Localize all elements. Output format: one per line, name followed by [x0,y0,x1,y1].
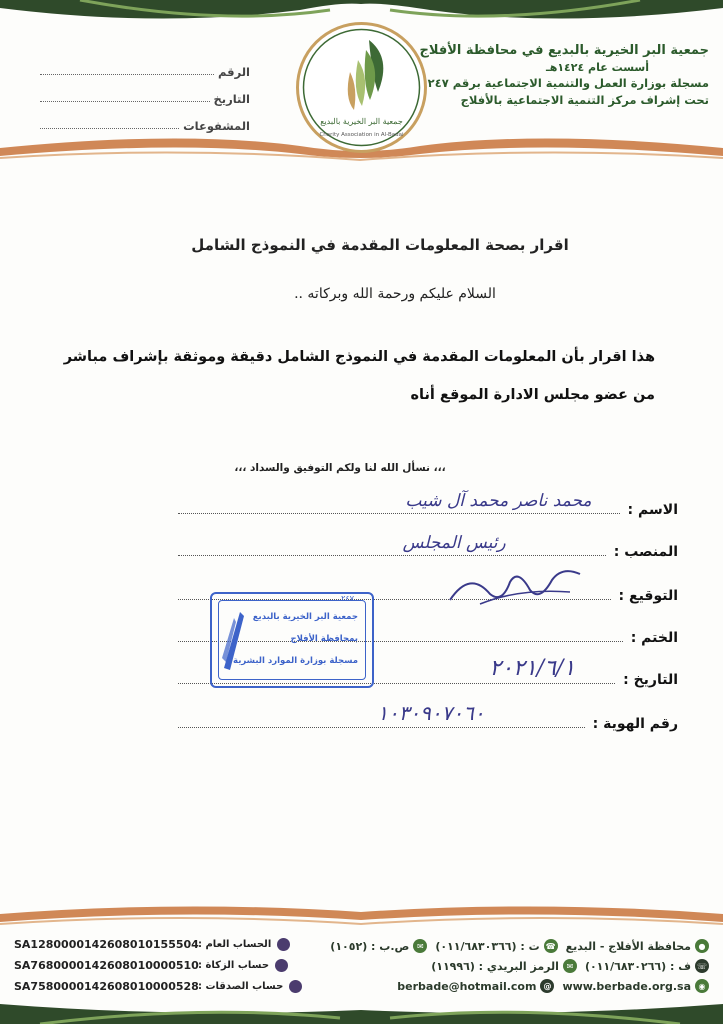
name-label: الاسم : [627,502,678,518]
official-stamp [210,592,374,688]
email-icon: @ [540,979,554,993]
name-value: محمد ناصر محمد آل شيب [405,491,592,511]
footer-row-3 [349,976,709,996]
fax-icon: ☏ [695,959,709,973]
handwritten-signature [440,560,590,610]
ref-attachments-line [40,128,179,129]
footer-postal [431,959,577,973]
footer-website-text[interactable]: www.berbade.org.sa [562,979,691,993]
footer-location [566,939,709,953]
position-field [178,533,678,560]
org-name: جمعية البر الخيرية بالبديع في محافظة الأفلاج [419,43,709,58]
date-value: ٢٠٢١/٦/١ [489,656,576,681]
account-row [14,955,314,976]
footer-pobox-text: ص.ب : (١٠٥٢) [330,939,410,953]
footer-postal-text: الرمز البريدي : (١١٩٩٦) [431,959,559,973]
footer-fax-text: ف : (٠١١/٦٨٣٠٢٦٦) [584,959,691,973]
footer-phone [435,939,557,953]
id-label: رقم الهوية : [592,716,678,732]
ref-number-label: الرقم [218,65,250,79]
account-label: حساب الزكاة : [198,960,270,971]
ref-date-line [40,101,210,102]
footer-email-text[interactable]: berbade@hotmail.com [397,979,537,993]
stamp-line-2: بمحافظة الأفلاج [290,634,358,644]
id-line [178,701,585,728]
ref-date-label: التاريخ [213,92,250,106]
stamp-line-1: جمعية البر الخيرية بالبديع [252,612,358,622]
id-value: ١٠٣٠٩٠٧٠٦٠ [377,701,485,725]
stamp-logo-icon [220,608,246,672]
stamp-label: الختم : [630,630,678,646]
footer-email[interactable] [397,979,554,993]
account-row [14,934,314,955]
declaration-text: هذا اقرار بأن المعلومات المقدمة في النموذج الشامل دقيقة وموثقة بإشراف مباشر من عضو مجلس الادارة الموقع أناه [63,349,655,403]
name-line [178,491,620,514]
stamp-line-3: مسجلة بوزارة الموارد البشرية [233,656,358,666]
position-label: المنصب : [613,544,678,560]
footer-website[interactable] [562,979,709,993]
account-label: حساب الصدقات : [198,981,284,992]
account-number: SA1280000142608010155504 [14,938,199,951]
account-number: SA7580000142608010000528 [14,980,199,993]
account-label: الحساب العام : [198,939,272,950]
ref-number-row [40,52,250,79]
org-registration: مسجلة بوزارة العمل والتنمية الاجتماعية برقم ٢٤٧ [427,76,709,90]
association-logo [294,20,429,155]
logo-arabic-text: جمعية البر الخيرية بالبديع [320,117,403,126]
stamp-id: ٢٤٧ [341,594,354,603]
position-value: رئيس المجلس [402,533,506,553]
signature-label: التوقيع : [618,588,678,604]
location-pin-icon: ● [695,939,709,953]
date-label: التاريخ : [623,672,678,688]
globe-icon: ◉ [695,979,709,993]
ref-number-line [40,74,214,75]
account-number: SA7680000142608010000510 [14,959,199,972]
footer-location-text: محافظة الأفلاج - البديع [565,939,691,953]
footer-contacts [330,936,709,996]
ref-date-row [40,79,250,106]
phone-icon: ☎ [544,939,558,953]
ref-attachments-row [40,106,250,133]
org-supervision: تحت إشراف مركز التنمية الاجتماعية بالأفلاج [460,93,709,107]
greeting: السلام عليكم ورحمة الله وبركاته .. [294,286,496,302]
footer-row-2 [349,956,709,976]
bank-accounts [14,934,314,997]
bank-icon [275,959,288,972]
document-title: اقرار بصحة المعلومات المقدمة في النموذج الشامل [191,236,569,254]
name-field [178,491,678,518]
postal-icon: ✉ [563,959,577,973]
ref-attachments-label: المشفوعات [183,119,250,133]
footer-pobox [330,939,427,953]
logo-english-text: Charity Association in Al-Badai [319,132,404,138]
bank-icon [289,980,302,993]
bank-icon [277,938,290,951]
footer-row-1 [330,936,709,956]
reference-fields [40,52,250,133]
organization-info [409,42,709,109]
id-field [178,701,678,732]
position-line [178,533,606,556]
closing-wish: ،،، نسأل الله لنا ولكم التوفيق والسداد ،،، [234,462,446,474]
footer-fax [585,959,709,973]
mailbox-icon: ✉ [413,939,427,953]
account-row [14,976,314,997]
footer-phone-text: ت : (٠١١/٦٨٣٠٣٦٦) [435,939,540,953]
org-founded: أسست عام ١٤٢٤هـ [545,61,649,74]
